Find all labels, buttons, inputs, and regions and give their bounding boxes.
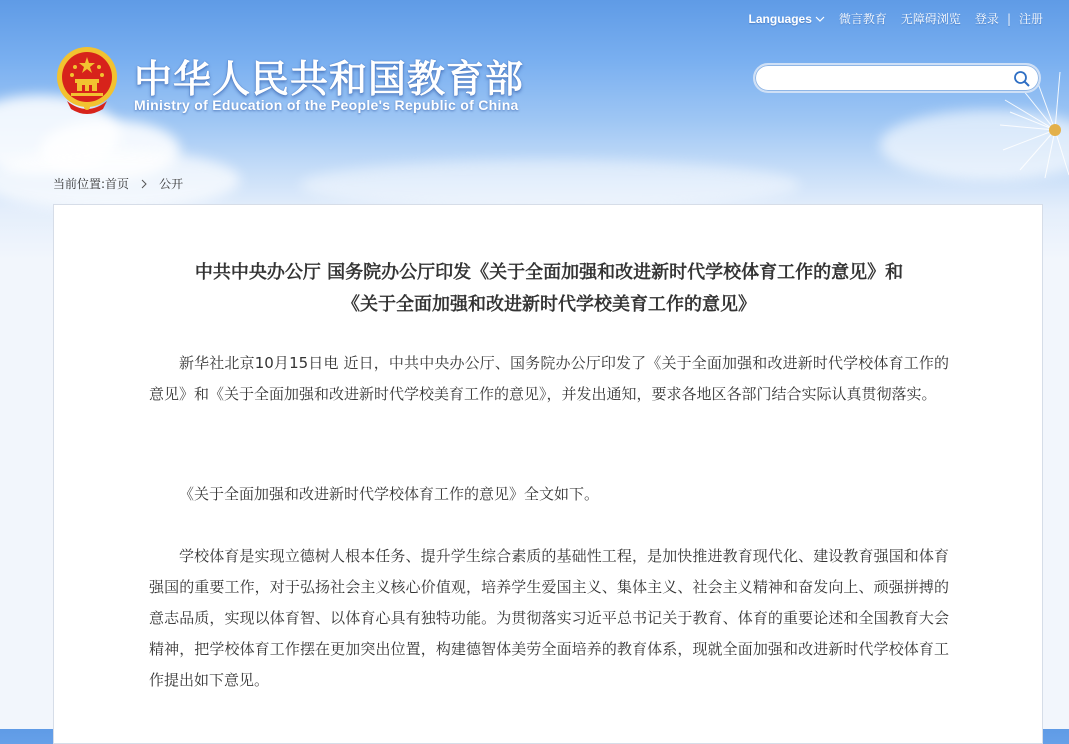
breadcrumb-current-link[interactable]: 公开 (159, 177, 184, 191)
search-icon[interactable] (1013, 70, 1031, 88)
article-container (53, 204, 1043, 744)
article-title (54, 257, 1044, 321)
site-header (0, 0, 1069, 200)
breadcrumb-home-link[interactable]: 首页 (105, 177, 130, 191)
languages-label: Languages (748, 11, 812, 26)
article-paragraph: 新华社北京10月15日电 近日，中共中央办公厅、国务院办公厅印发了《关于全面加强和改进新时代学校体育工作的意见》和《关于全面加强和改进新时代学校美育工作的意见》，并发出通知，要求各地区各部门结合实际认真贯彻落实。 (149, 354, 949, 403)
article-paragraph: 《关于全面加强和改进新时代学校体育工作的意见》全文如下。 (179, 485, 600, 503)
search-box (753, 63, 1041, 93)
search-input[interactable] (767, 69, 1011, 91)
register-link[interactable]: 注册 (1018, 12, 1043, 26)
login-link[interactable]: 登录 (974, 12, 999, 26)
site-title[interactable]: 中华人民共和国教育部 (134, 57, 525, 101)
national-emblem-icon[interactable] (55, 45, 119, 115)
languages-menu[interactable] (749, 12, 825, 26)
chevron-down-icon (815, 14, 825, 24)
chevron-right-icon (139, 179, 149, 189)
site-subtitle: Ministry of Education of the People's Republic of China (134, 97, 519, 113)
top-links (749, 10, 1043, 27)
article-paragraph: 学校体育是实现立德树人根本任务、提升学生综合素质的基础性工程，是加快推进教育现代化、建设教育强国和体育强国的重要工作，对于弘扬社会主义核心价值观，培养学生爱国主义、集体主义、社会主义精神和奋发向上、顽强拼搏的意志品质，实现以体育智、以体育心具有独特功能。为贯彻落实习近平总书记关于教育、体育的重要论述和全国教育大会精神，把学校体育工作摆在更加突出位置，构建德智体美劳全面培养的教育体系，现就全面加强和改进新时代学校体育工作提出如下意见。 (149, 547, 949, 689)
article-title-line-1: 中共中央办公厅 国务院办公厅印发《关于全面加强和改进新时代学校体育工作的意见》和 (194, 262, 904, 283)
link-separator: | (1006, 11, 1011, 26)
accessible-browse-link[interactable]: 无障碍浏览 (900, 12, 961, 26)
breadcrumb (53, 175, 183, 192)
article-title-line-2: 《关于全面加强和改进新时代学校美育工作的意见》 (342, 294, 756, 315)
breadcrumb-label: 当前位置: (53, 177, 106, 191)
weibo-link[interactable]: 微言教育 (838, 12, 887, 26)
